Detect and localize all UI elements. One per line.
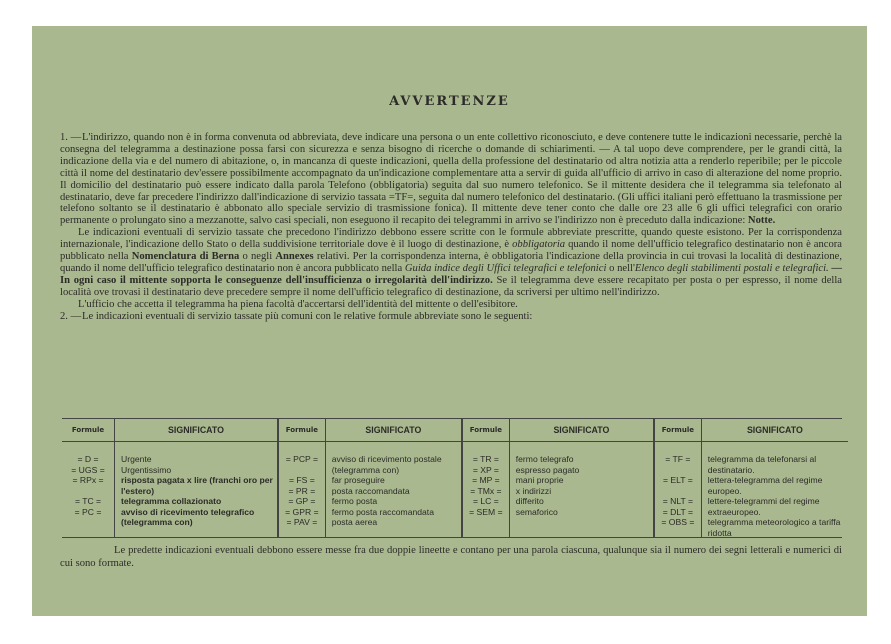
- text-run: Le indicazioni eventuali di servizio tassate che precedono l'indirizzo debbono essere scritte con le formule abbreviate prescritte, quando queste esistono. Per la corrispondenza internazionale, l'indicazione dello Stato o della suddivisione territoriale dove è il luogo di destinazione, è: [60, 227, 842, 251]
- instructions-body: [60, 132, 842, 323]
- paragraph-1b: [60, 227, 842, 298]
- table-group-3: [461, 419, 653, 537]
- table-cell: = RPx =: [72, 475, 104, 485]
- table-cell: = SEM =: [469, 506, 503, 517]
- table-cell: = NLT =: [662, 496, 694, 506]
- table-cell: = D =: [77, 454, 99, 464]
- column-header: SIGNIFICATO: [326, 419, 461, 442]
- paragraph-1: [60, 132, 842, 227]
- note-keyword: Notte.: [747, 215, 776, 227]
- text-run: quando il nome dell'ufficio telegrafico destinatario non è ancora pubblicato nella: [60, 239, 842, 263]
- paragraph-2: [60, 311, 842, 323]
- table-group-2: [277, 419, 461, 537]
- table-cell: = TMx =: [470, 485, 502, 496]
- table-group-1: [62, 419, 277, 537]
- table-cell: = TF =: [665, 454, 691, 464]
- table-cell: espresso pagato: [515, 464, 580, 475]
- table-cell: far proseguire: [331, 475, 385, 485]
- column-header: Formule: [655, 419, 701, 442]
- formule-column: [62, 419, 115, 537]
- formule-rows: [463, 442, 509, 517]
- table-cell: differito: [515, 496, 544, 506]
- table-cell: fermo posta: [331, 496, 378, 506]
- table-cell: lettera-telegramma del regime europeo.: [707, 475, 823, 496]
- table-cell: posta aerea: [331, 517, 378, 527]
- column-header: SIGNIFICATO: [702, 419, 848, 442]
- table-cell: = PR =: [288, 485, 316, 496]
- table-cell: = PC =: [74, 506, 102, 517]
- table-cell: = TC =: [74, 496, 102, 506]
- significato-rows: [115, 442, 277, 528]
- text-run: — In ogni caso il mittente sopporta le conseguenze dell'insufficienza o irregolarità dell'indirizzo.: [60, 262, 843, 286]
- abbreviations-table: [62, 418, 842, 538]
- text-run: Annexes: [275, 251, 314, 263]
- table-cell: = UGS =: [71, 464, 105, 475]
- significato-column: [702, 419, 848, 537]
- text-run: o nell': [606, 262, 635, 274]
- table-cell: Urgente: [121, 454, 152, 464]
- table-cell: lettere-telegrammi del regime extraeuropeo.: [707, 496, 820, 517]
- text-run: o negli: [239, 251, 276, 263]
- column-header: SIGNIFICATO: [115, 419, 277, 442]
- text-run: Se il telegramma deve essere recapitato per posta o per espresso, il nome della località ove trovasi il destinatario deve precedere sempre il nome dell'ufficio telegrafico di destinazione, da scriversi per ultimo nell'indirizzo.: [60, 274, 842, 298]
- formule-column: [655, 419, 702, 537]
- document-sheet: [32, 26, 867, 616]
- table-cell: = TR =: [472, 454, 499, 464]
- table-cell: posta raccomandata: [331, 485, 410, 496]
- paragraph-number: 2. —: [60, 310, 82, 322]
- table-cell: risposta pagata x lire (franchi oro per l'estero): [121, 475, 273, 496]
- table-cell: = FS =: [288, 475, 315, 485]
- table-cell: = PCP =: [285, 454, 319, 464]
- table-cell: avviso di ricevimento postale (telegramma con): [331, 454, 442, 475]
- table-cell: Urgentissimo: [121, 464, 172, 475]
- formule-column: [279, 419, 326, 537]
- formule-rows: [62, 442, 114, 528]
- table-cell: = GPR =: [285, 506, 319, 517]
- significato-column: [326, 419, 461, 537]
- paragraph-number: 1. —: [60, 132, 82, 143]
- text-run: Elenco degli stabilimenti postali e telegrafici.: [634, 262, 829, 274]
- table-cell: mani proprie: [515, 475, 564, 485]
- column-header: SIGNIFICATO: [510, 419, 653, 442]
- table-cell: = OBS =: [661, 517, 695, 527]
- text-run: relativi. Per la corrispondenza interna, è obbligatoria l'indicazione della provincia in cui trovasi la località di destinazione, quando il nome dell'ufficio telegrafico destinatario non è ancora pubblicato nella: [60, 251, 842, 274]
- footer-text: Le predette indicazioni eventuali debbono essere messe fra due doppie lineette e contano per una parola ciascuna, qualunque sia il numero dei segni letterali e numerici di cui sono formate.: [60, 545, 842, 569]
- text-run: obbligatoria: [512, 239, 566, 251]
- column-header: Formule: [62, 419, 114, 442]
- table-cell: = MP =: [472, 475, 500, 485]
- significato-rows: [510, 442, 653, 517]
- table-cell: = PAV =: [286, 517, 318, 527]
- table-cell: semaforico: [515, 506, 558, 517]
- significato-rows: [326, 442, 461, 528]
- table-cell: = LC =: [472, 496, 499, 506]
- page-title: AVVERTENZE: [389, 94, 510, 109]
- table-cell: = GP =: [288, 496, 316, 506]
- text-run: Nomenclatura di Berna: [131, 251, 240, 263]
- paragraph-2-text: Le indicazioni eventuali di servizio tassate più comuni con le relative formule abbreviate sono le seguenti:: [82, 310, 533, 322]
- column-header: Formule: [279, 419, 325, 442]
- table-cell: telegramma da telefonarsi al destinatario.: [707, 454, 817, 475]
- table-cell: = ELT =: [662, 475, 693, 485]
- formule-rows: [279, 442, 325, 528]
- table-group-4: [653, 419, 848, 537]
- formule-column: [463, 419, 510, 537]
- text-run: Guida indice degli Uffici telegrafici e telefonici: [404, 262, 607, 274]
- significato-rows: [702, 442, 848, 538]
- paragraph-1c: L'ufficio che accetta il telegramma ha piena facoltà d'accertarsi dell'identità del mittente o dell'esibitore.: [78, 298, 518, 310]
- table-cell: avviso di ricevimento telegrafico (telegramma con): [121, 506, 255, 527]
- table-cell: = DLT =: [662, 506, 694, 517]
- table-cell: telegramma meteorologico a tariffa ridotta: [707, 517, 841, 538]
- table-cell: x indirizzi: [515, 485, 552, 496]
- column-header: Formule: [463, 419, 509, 442]
- significato-column: [115, 419, 277, 537]
- table-cell: fermo posta raccomandata: [331, 506, 434, 517]
- table-cell: fermo telegrafo: [515, 454, 574, 464]
- table-cell: = XP =: [472, 464, 499, 475]
- table-cell: telegramma collazionato: [121, 496, 222, 506]
- paragraph-1-text: L'indirizzo, quando non è in forma convenuta od abbreviata, deve indicare una persona o un ente collettivo riconosciuto, e deve contenere tutte le indicazioni necessarie, perchè la consegna del telegramma a destinazione possa farsi con sicurezza e senza bisogno di ricerche o domande di schiarimenti. — A tal uopo deve comprendere, per le grandi città, la indicazione della via e del numero di abitazione, o, in mancanza di queste indicazioni, quella della professione del destinatario od altra notizia atta a renderlo reperibile; per le piccole città il nome del destinatario dev'essere possibilmente accompagnato da un'indicazione complementare atta a servir di guida all'ufficio di arrivo in caso di alterazione del nome proprio. Il domicilio del destinatario può essere indicato dalla parola Telefono (obbligatoria) seguita dal suo numero telefonico. Se il mittente desidera che il telegramma sia telefonato al destinatario, deve far precedere l'indirizzo dall'indicazione di servizio tassata =TF=, seguita dal numero telefonico del destinatario. (Gli uffici italiani però effettuano la trasmissione per telefono soltanto se il destinatario è abbonato allo speciale servizio di trasmissione fonica). Il mittente deve tener conto che dalle ore 23 alle 6 gli uffici telegrafici con orario permanente o prolungato sino a mezzanotte, salvo casi speciali, non eseguono il recapito dei telegrammi in arrivo se l'indirizzo non è preceduto dalla indicazione:: [60, 132, 842, 227]
- footer-note: [60, 544, 842, 570]
- formule-rows: [655, 442, 701, 538]
- significato-column: [510, 419, 653, 537]
